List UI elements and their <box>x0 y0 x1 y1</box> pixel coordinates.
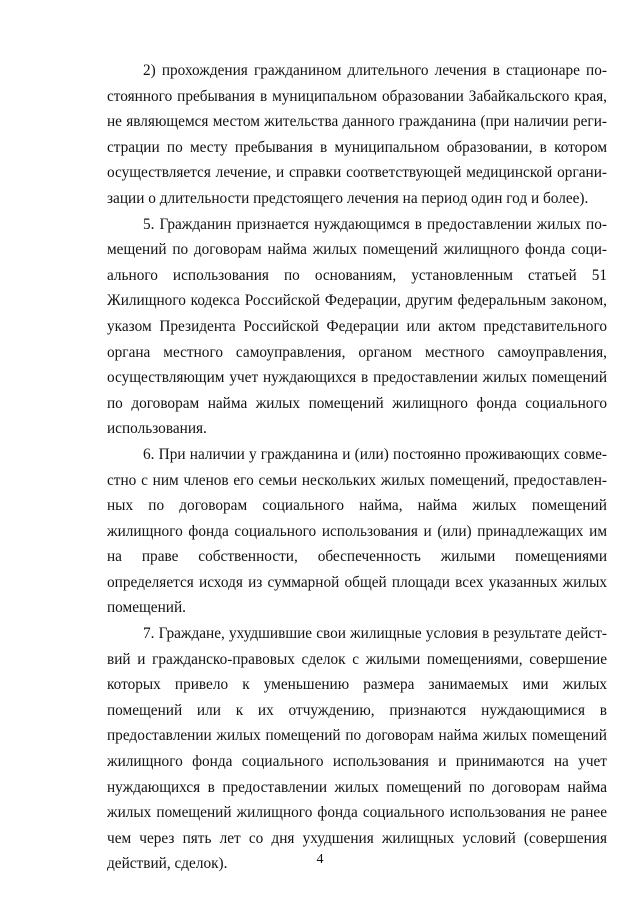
document-body <box>107 58 607 877</box>
paragraph-clause-6: 6. При наличии у гражданина и (или) постоянно проживающих совместно с ним членов его семьи нескольких жилых помещений, предоставленных по договорам социального найма, найма жилых помещений жилищного фонда социального использования и (или) принадлежащих им на праве собственности, обеспеченность жилыми помещениями определяется исходя из суммарной общей площади всех указанных жилых помещений. <box>107 445 607 617</box>
paragraph-clause-5: 5. Гражданин признается нуждающимся в предоставлении жилых помещений по договорам найма жилых помещений жилищного фонда социального использования по основаниям, установленным статьей 51 Жилищного кодекса Российской Федерации, другим федеральным законом, указом Президента Российской Федерации или актом представительного органа местного самоуправления, органом местного самоуправления, осуществляющим учет нуждающихся в предоставлении жилых помещений по договорам найма жилых помещений жилищного фонда социального использования. <box>107 215 607 438</box>
page-number: 4 <box>316 852 324 867</box>
paragraph-item-2: 2) прохождения гражданином длительного лечения в стационаре постоянного пребывания в муниципальном образовании Забайкальского края, не являющемся местом жительства данного гражданина (при наличии регистрации по месту пребывания в муниципальном образовании, в котором осуществляется лечение, и справки соответствующей медицинской организации о длительности предстоящего лечения на период один год и более). <box>107 62 607 207</box>
paragraph-clause-7: 7. Граждане, ухудшившие свои жилищные условия в результате действий и гражданско-правовых сделок с жилыми помещениями, совершение которых привело к уменьшению размера занимаемых ими жилых помещений или к их отчуждению, признаются нуждающимися в предоставлении жилых помещений по договорам найма жилых помещений жилищного фонда социального использования и принимаются на учет нуждающихся в предоставлении жилых помещений по договорам найма жилых помещений жилищного фонда социального использования не ранее чем через пять лет со дня ухудшения жилищных условий (совершения действий, сделок). <box>107 625 607 873</box>
